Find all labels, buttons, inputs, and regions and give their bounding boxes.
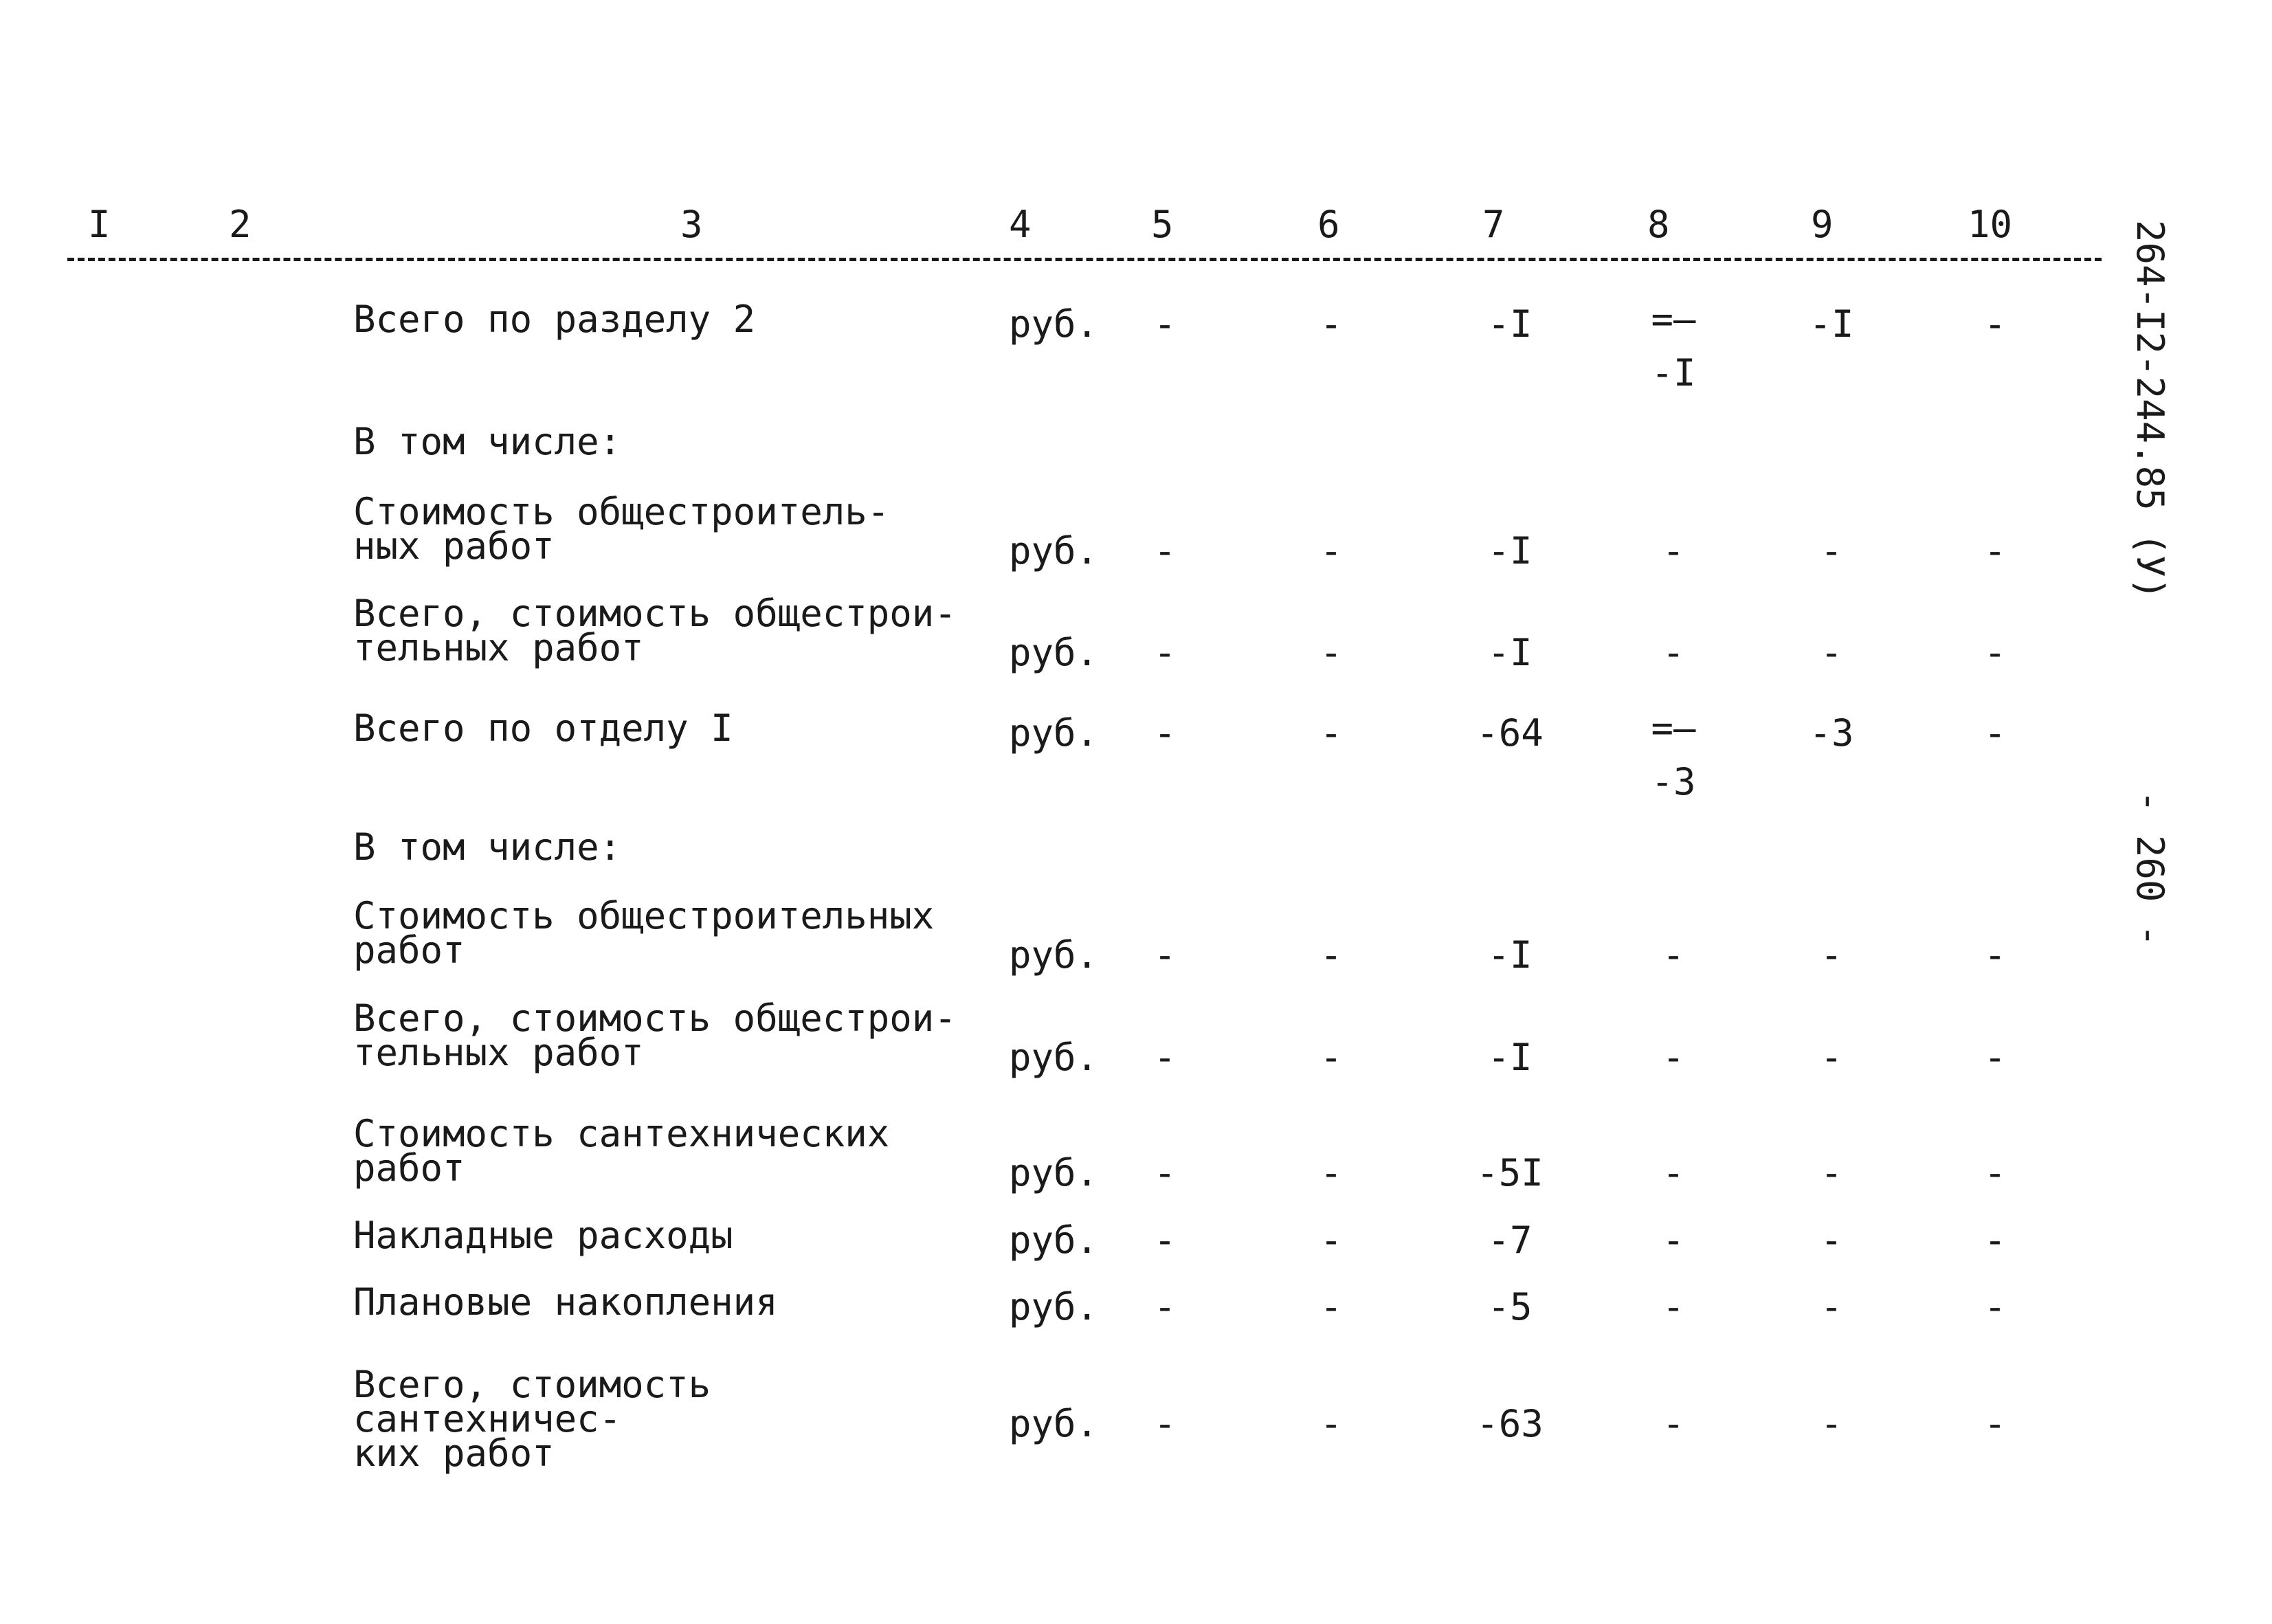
row-label: Накладные расходы <box>353 1214 733 1257</box>
cell-col-7: -I <box>1487 1036 1533 1079</box>
cell-col-5: - <box>1153 1219 1177 1262</box>
col-3-header: 3 <box>680 203 703 246</box>
col-1-header: I <box>88 203 111 246</box>
cell-col-9: - <box>1820 933 1843 977</box>
cell-col-5: - <box>1153 1402 1177 1445</box>
cell-col-6: - <box>1319 711 1343 755</box>
cell-col-9: - <box>1820 1285 1843 1328</box>
cell-col-6: - <box>1319 302 1343 346</box>
cell-col-8 <box>1618 298 1728 394</box>
cell-col-10: - <box>1983 933 2007 977</box>
col-10-header: 10 <box>1968 203 2013 246</box>
cell-col-7: -5I <box>1476 1151 1544 1194</box>
row-unit: руб. <box>1009 1285 1099 1328</box>
row-label: Всего, стоимость общестрои- тельных работ <box>353 592 957 669</box>
cell-col-7: -5 <box>1487 1285 1533 1328</box>
cell-col-7: -I <box>1487 933 1533 977</box>
cell-col-7: -63 <box>1476 1402 1544 1445</box>
col-7-header: 7 <box>1482 203 1505 246</box>
cell-col-9: - <box>1820 631 1843 674</box>
row-label: Стоимость общестроитель- ных работ <box>353 490 890 568</box>
cell-col-10: - <box>1983 1402 2007 1445</box>
cell-col-8: - <box>1662 1219 1685 1262</box>
cell-col-10: - <box>1983 1151 2007 1194</box>
cell-col-7: -I <box>1487 529 1533 572</box>
row-label: В том числе: <box>353 825 622 869</box>
cell-col-8 <box>1618 707 1728 803</box>
row-label: Стоимость сантехнических работ <box>353 1112 890 1190</box>
row-label: Всего по отделу I <box>353 707 733 750</box>
row-label: Всего по разделу 2 <box>353 298 756 341</box>
cell-col-9: - <box>1820 1219 1843 1262</box>
cell-col-10: - <box>1983 1285 2007 1328</box>
cell-col-5: - <box>1153 302 1177 346</box>
cell-col-8: - <box>1662 1285 1685 1328</box>
cell-col-6: - <box>1319 529 1343 572</box>
cell-col-10: - <box>1983 631 2007 674</box>
page-number: - 260 - <box>2128 790 2172 947</box>
cell-col-10: - <box>1983 711 2007 755</box>
cell-col-6: - <box>1319 1036 1343 1079</box>
row-unit: руб. <box>1009 1402 1099 1445</box>
cell-col-7: -7 <box>1487 1219 1533 1262</box>
cell-col-7: -I <box>1487 302 1533 346</box>
cell-col-8: - <box>1662 1402 1685 1445</box>
cell-col-10: - <box>1983 302 2007 346</box>
cell-col-10: - <box>1983 1036 2007 1079</box>
cell-col-9: - <box>1820 1036 1843 1079</box>
header-divider <box>67 258 2102 261</box>
cell-col-5: - <box>1153 933 1177 977</box>
cell-col-8: - <box>1662 529 1685 572</box>
cell-col-9: -I <box>1809 302 1854 346</box>
cell-col-8: - <box>1662 933 1685 977</box>
cell-col-5: - <box>1153 529 1177 572</box>
cell-col-9: - <box>1820 1402 1843 1445</box>
cell-col-5: - <box>1153 711 1177 755</box>
row-label: Плановые накопления <box>353 1280 778 1324</box>
row-unit: руб. <box>1009 933 1099 977</box>
row-unit: руб. <box>1009 1219 1099 1262</box>
cell-col-8: - <box>1662 1036 1685 1079</box>
cell-col-6: - <box>1319 1151 1343 1194</box>
col-9-header: 9 <box>1811 203 1834 246</box>
row-label: Всего, стоимость общестрои- тельных работ <box>353 997 957 1074</box>
col-4-header: 4 <box>1009 203 1032 246</box>
cell-col-5: - <box>1153 1151 1177 1194</box>
col-2-header: 2 <box>229 203 252 246</box>
cell-col-6: - <box>1319 1219 1343 1262</box>
cell-col-7: -64 <box>1476 711 1544 755</box>
row-label: В том числе: <box>353 420 622 463</box>
col-6-header: 6 <box>1317 203 1340 246</box>
cell-col-6: - <box>1319 933 1343 977</box>
cell-col-9: - <box>1820 1151 1843 1194</box>
row-unit: руб. <box>1009 1036 1099 1079</box>
row-unit: руб. <box>1009 302 1099 346</box>
cell-col-8-bottom: -3 <box>1651 760 1696 803</box>
cell-col-8-top: =– <box>1651 707 1696 750</box>
cell-col-6: - <box>1319 631 1343 674</box>
row-unit: руб. <box>1009 1151 1099 1194</box>
cell-col-6: - <box>1319 1285 1343 1328</box>
cell-col-9: -3 <box>1809 711 1854 755</box>
cell-col-9: - <box>1820 529 1843 572</box>
cell-col-8-top: =– <box>1651 298 1696 341</box>
cell-col-5: - <box>1153 631 1177 674</box>
cell-col-8: - <box>1662 631 1685 674</box>
cell-col-7: -I <box>1487 631 1533 674</box>
cell-col-6: - <box>1319 1402 1343 1445</box>
row-unit: руб. <box>1009 711 1099 755</box>
cell-col-10: - <box>1983 529 2007 572</box>
col-5-header: 5 <box>1151 203 1174 246</box>
row-label: Стоимость общестроительных работ <box>353 894 935 972</box>
row-label: Всего, стоимость сантехничес- ких работ <box>353 1363 711 1475</box>
row-unit: руб. <box>1009 529 1099 572</box>
cell-col-5: - <box>1153 1036 1177 1079</box>
cell-col-8-bottom: -I <box>1651 351 1696 394</box>
cell-col-5: - <box>1153 1285 1177 1328</box>
cell-col-8: - <box>1662 1151 1685 1194</box>
cell-col-10: - <box>1983 1219 2007 1262</box>
row-unit: руб. <box>1009 631 1099 674</box>
col-8-header: 8 <box>1647 203 1670 246</box>
document-code: 264-I2-244.85 (У) <box>2128 220 2172 600</box>
